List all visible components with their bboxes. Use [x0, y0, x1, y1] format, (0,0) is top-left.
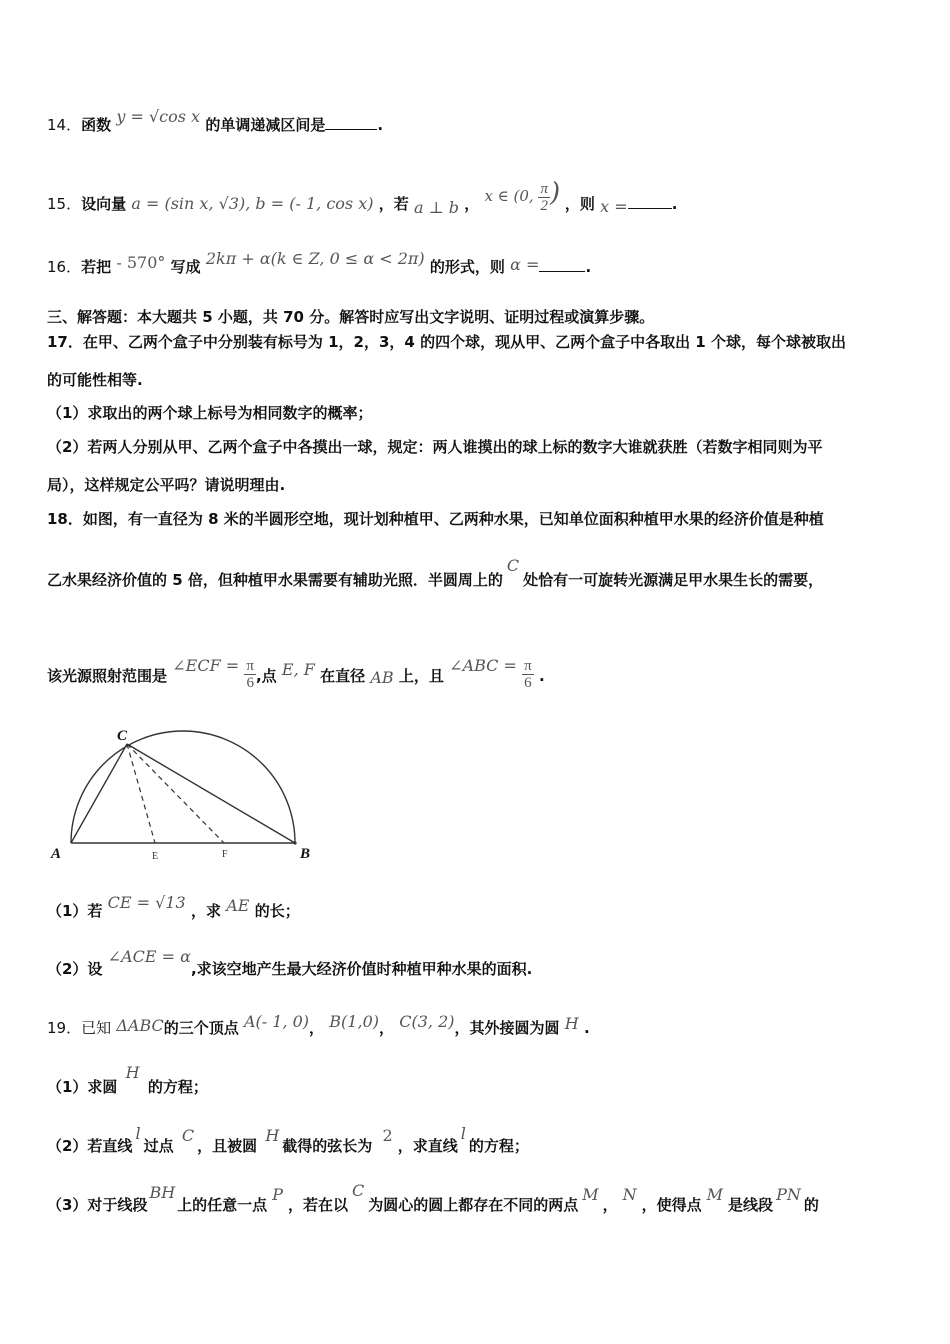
label-c: C — [117, 728, 128, 744]
formula-perpendicular: a ⊥ b — [413, 198, 459, 217]
point-c: C(3, 2) — [399, 1012, 455, 1031]
formula-angle-abc: ∠ABC = — [449, 656, 517, 675]
formula-angle-ecf: ∠ECF = — [172, 656, 240, 675]
semicircle-arc — [71, 731, 295, 843]
semicircle-figure — [47, 722, 327, 867]
point-a: A(- 1, 0) — [243, 1012, 310, 1031]
label-a: A — [51, 846, 62, 862]
question-15: 15．设向量 a = (sin x, √3), b = (- 1, cos x) ，若 a ⊥ b ， x ∈ (0, $\frac{\pi}{2}$ ) ，则 x = . — [47, 178, 678, 217]
question-19-part1: （1）求圆 H 的方程； — [47, 1063, 208, 1096]
formula-general-angle: 2kπ + α(k ∈ Z, 0 ≤ α < 2π) — [205, 249, 425, 268]
answer-blank[interactable] — [325, 128, 377, 130]
formula-angle-ace: ∠ACE = α — [107, 947, 191, 966]
question-18-line1: 18．如图，有一直径为 8 米的半圆形空地，现计划种植甲、乙两种水果，已知单位面积种植甲水果的经济价值是种植 — [47, 510, 824, 528]
question-17-part2b: 局），这样规定公平吗？请说明理由. — [47, 476, 286, 494]
point-b-dot — [293, 841, 296, 844]
question-19-part2: （2）若直线l过点 C，且被圆 H截得的弦长为 2，求直线l的方程； — [47, 1124, 529, 1155]
question-19-line1: 19．已知 ΔABC的三个顶点 A(- 1, 0)， B(1,0)， C(3, 2)，其外接圆为圆 H . — [47, 1012, 590, 1037]
answer-blank[interactable] — [628, 207, 672, 209]
question-17-line1: 17．在甲、乙两个盒子中分别装有标号为 1，2，3，4 的四个球，现从甲、乙两个盒子中各取出 1 个球，每个球被取出 — [47, 333, 846, 351]
question-18-line3: 该光源照射范围是 ∠ECF = $\frac{\pi}{6}$ ,点 E, F 在直径 AB 上，且 ∠ABC = $\frac{\pi}{6}$ . — [47, 656, 545, 691]
segment-ca — [71, 744, 127, 843]
question-17-line2: 的可能性相等. — [47, 371, 143, 389]
question-18-part2: （2）设 ∠ACE = α,求该空地产生最大经济价值时种植甲种水果的面积. — [47, 947, 533, 978]
question-19-part3: （3）对于线段BH上的任意一点P，若在以C为圆心的圆上都存在不同的两点M，N，使得点M是线段PN的 — [47, 1181, 819, 1214]
label-f: F — [222, 849, 228, 860]
segment-cf — [127, 744, 224, 843]
question-14: 14．函数 y = √cos x 的单调递减区间是 . — [47, 107, 384, 134]
question-18-line2: 乙水果经济价值的 5 倍，但种植甲水果需要有辅助光照．半圆周上的C处恰有一可旋转光源满足甲水果生长的需要， — [47, 556, 824, 589]
point-b: B(1,0) — [329, 1012, 379, 1031]
label-b: B — [300, 846, 311, 862]
answer-blank[interactable] — [539, 270, 585, 272]
question-16: 16．若把 - 570° 写成 2kπ + α(k ∈ Z, 0 ≤ α < 2π) 的形式，则 α = . — [47, 249, 592, 276]
section-heading: 三、解答题：本大题共 5 小题，共 70 分。解答时应写出文字说明、证明过程或演算步骤。 — [47, 308, 655, 326]
question-18-part1: （1）若 CE = √13 ，求 AE 的长； — [47, 893, 300, 920]
question-17-part2a: （2）若两人分别从甲、乙两个盒子中各摸出一球，规定：两人谁摸出的球上标的数字大谁就获胜（若数字相同则为平 — [47, 438, 823, 456]
formula-domain: x ∈ (0, $\frac{\pi}{2}$ ) — [484, 178, 561, 214]
segment-cb — [127, 744, 295, 843]
formula-vectors: a = (sin x, √3), b = (- 1, cos x) — [131, 194, 374, 213]
question-17-part1: （1）求取出的两个球上标号为相同数字的概率； — [47, 404, 373, 422]
formula-ce-sqrt13: CE = √13 — [107, 893, 186, 912]
formula-y-sqrt-cos: y = √cos x — [116, 107, 201, 126]
formula-degree: - 570° — [116, 253, 166, 272]
label-e: E — [152, 851, 159, 862]
